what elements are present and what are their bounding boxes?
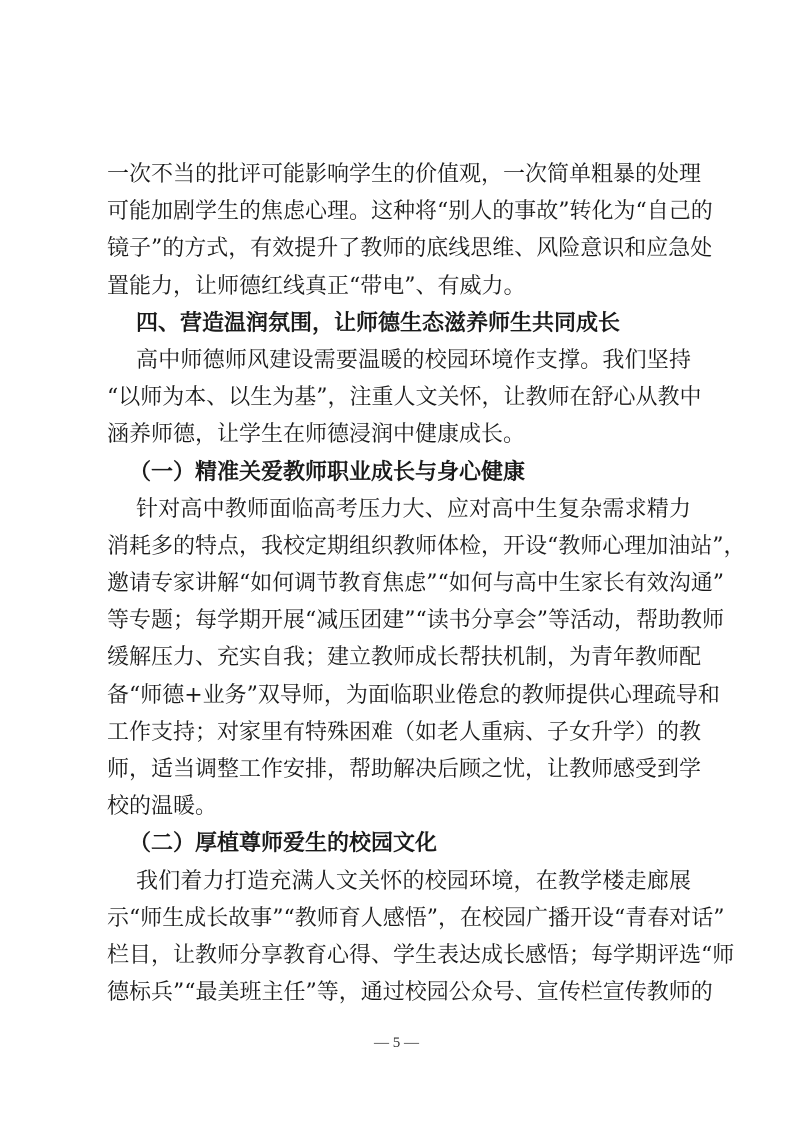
text-line: 四、营造温润氛围，让师德生态滋养师生共同成长 (136, 309, 621, 336)
text-line: 栏目，让教师分享教育心得、学生表达成长感悟；每学期评选“师 (107, 942, 735, 968)
text-line: 备“师德+业务”双导师，为面临职业倦怠的教师提供心理疏导和 (107, 682, 720, 708)
paragraph (107, 491, 746, 826)
text-line: 师，适当调整工作安排，帮助解决后顾之忧，让教师感受到学 (107, 757, 702, 782)
text-line: 消耗多的特点，我校定期组织教师体检，开设“教师心理加油站”， (107, 533, 746, 559)
text-line: 针对高中教师面临高考压力大、应对高中生复杂需求精力 (136, 496, 691, 522)
paragraph (107, 156, 713, 305)
text-line: 镜子”的方式，有效提升了教师的底线思维、风险意识和应急处 (107, 236, 713, 262)
subsection-heading (107, 454, 691, 491)
paragraph (107, 863, 735, 1012)
text-line: 置能力，让师德红线真正“带电”、有威力。 (107, 273, 526, 299)
text-line: 高中师德师风建设需要温暖的校园环境作支撑。我们坚持 (136, 347, 691, 373)
text-line: “以师为本、以生为基”，注重人文关怀，让教师在舒心从教中 (107, 385, 702, 411)
text-line: 涵养师德，让学生在师德浸润中健康成长。 (107, 422, 526, 448)
text-line: 德标兵”“最美班主任”等，通过校园公众号、宣传栏宣传教师的 (107, 980, 713, 1006)
text-line: （二）厚植尊师爱生的校园文化 (129, 830, 438, 857)
subsection-heading (107, 825, 691, 862)
page-number: — 5 — (374, 1035, 419, 1051)
text-line: 可能加剧学生的焦虑心理。这种将“别人的事故”转化为“自己的 (107, 199, 713, 225)
text-line: 等专题；每学期开展“减压团建”“读书分享会”等活动，帮助教师 (107, 608, 724, 634)
text-line: 一次不当的批评可能影响学生的价值观，一次简单粗暴的处理 (107, 162, 702, 187)
text-line: （一）精准关爱教师职业成长与身心健康 (129, 458, 526, 485)
text-line: 示“师生成长故事”“教师育人感悟”，在校园广播开设“青春对话” (107, 905, 725, 931)
paragraph (107, 342, 702, 454)
text-line: 工作支持；对家里有特殊困难（如老人重病、子女升学）的教 (107, 719, 702, 745)
section-heading (107, 305, 691, 342)
text-line: 校的温暖。 (107, 794, 218, 820)
document-body (107, 156, 746, 1011)
text-line: 缓解压力、充实自我；建立教师成长帮扶机制，为青年教师配 (107, 645, 702, 671)
text-line: 邀请专家讲解“如何调节教育焦虑”“如何与高中生家长有效沟通” (107, 571, 724, 597)
text-line: 我们着力打造充满人文关怀的校园环境，在教学楼走廊展 (136, 868, 691, 894)
